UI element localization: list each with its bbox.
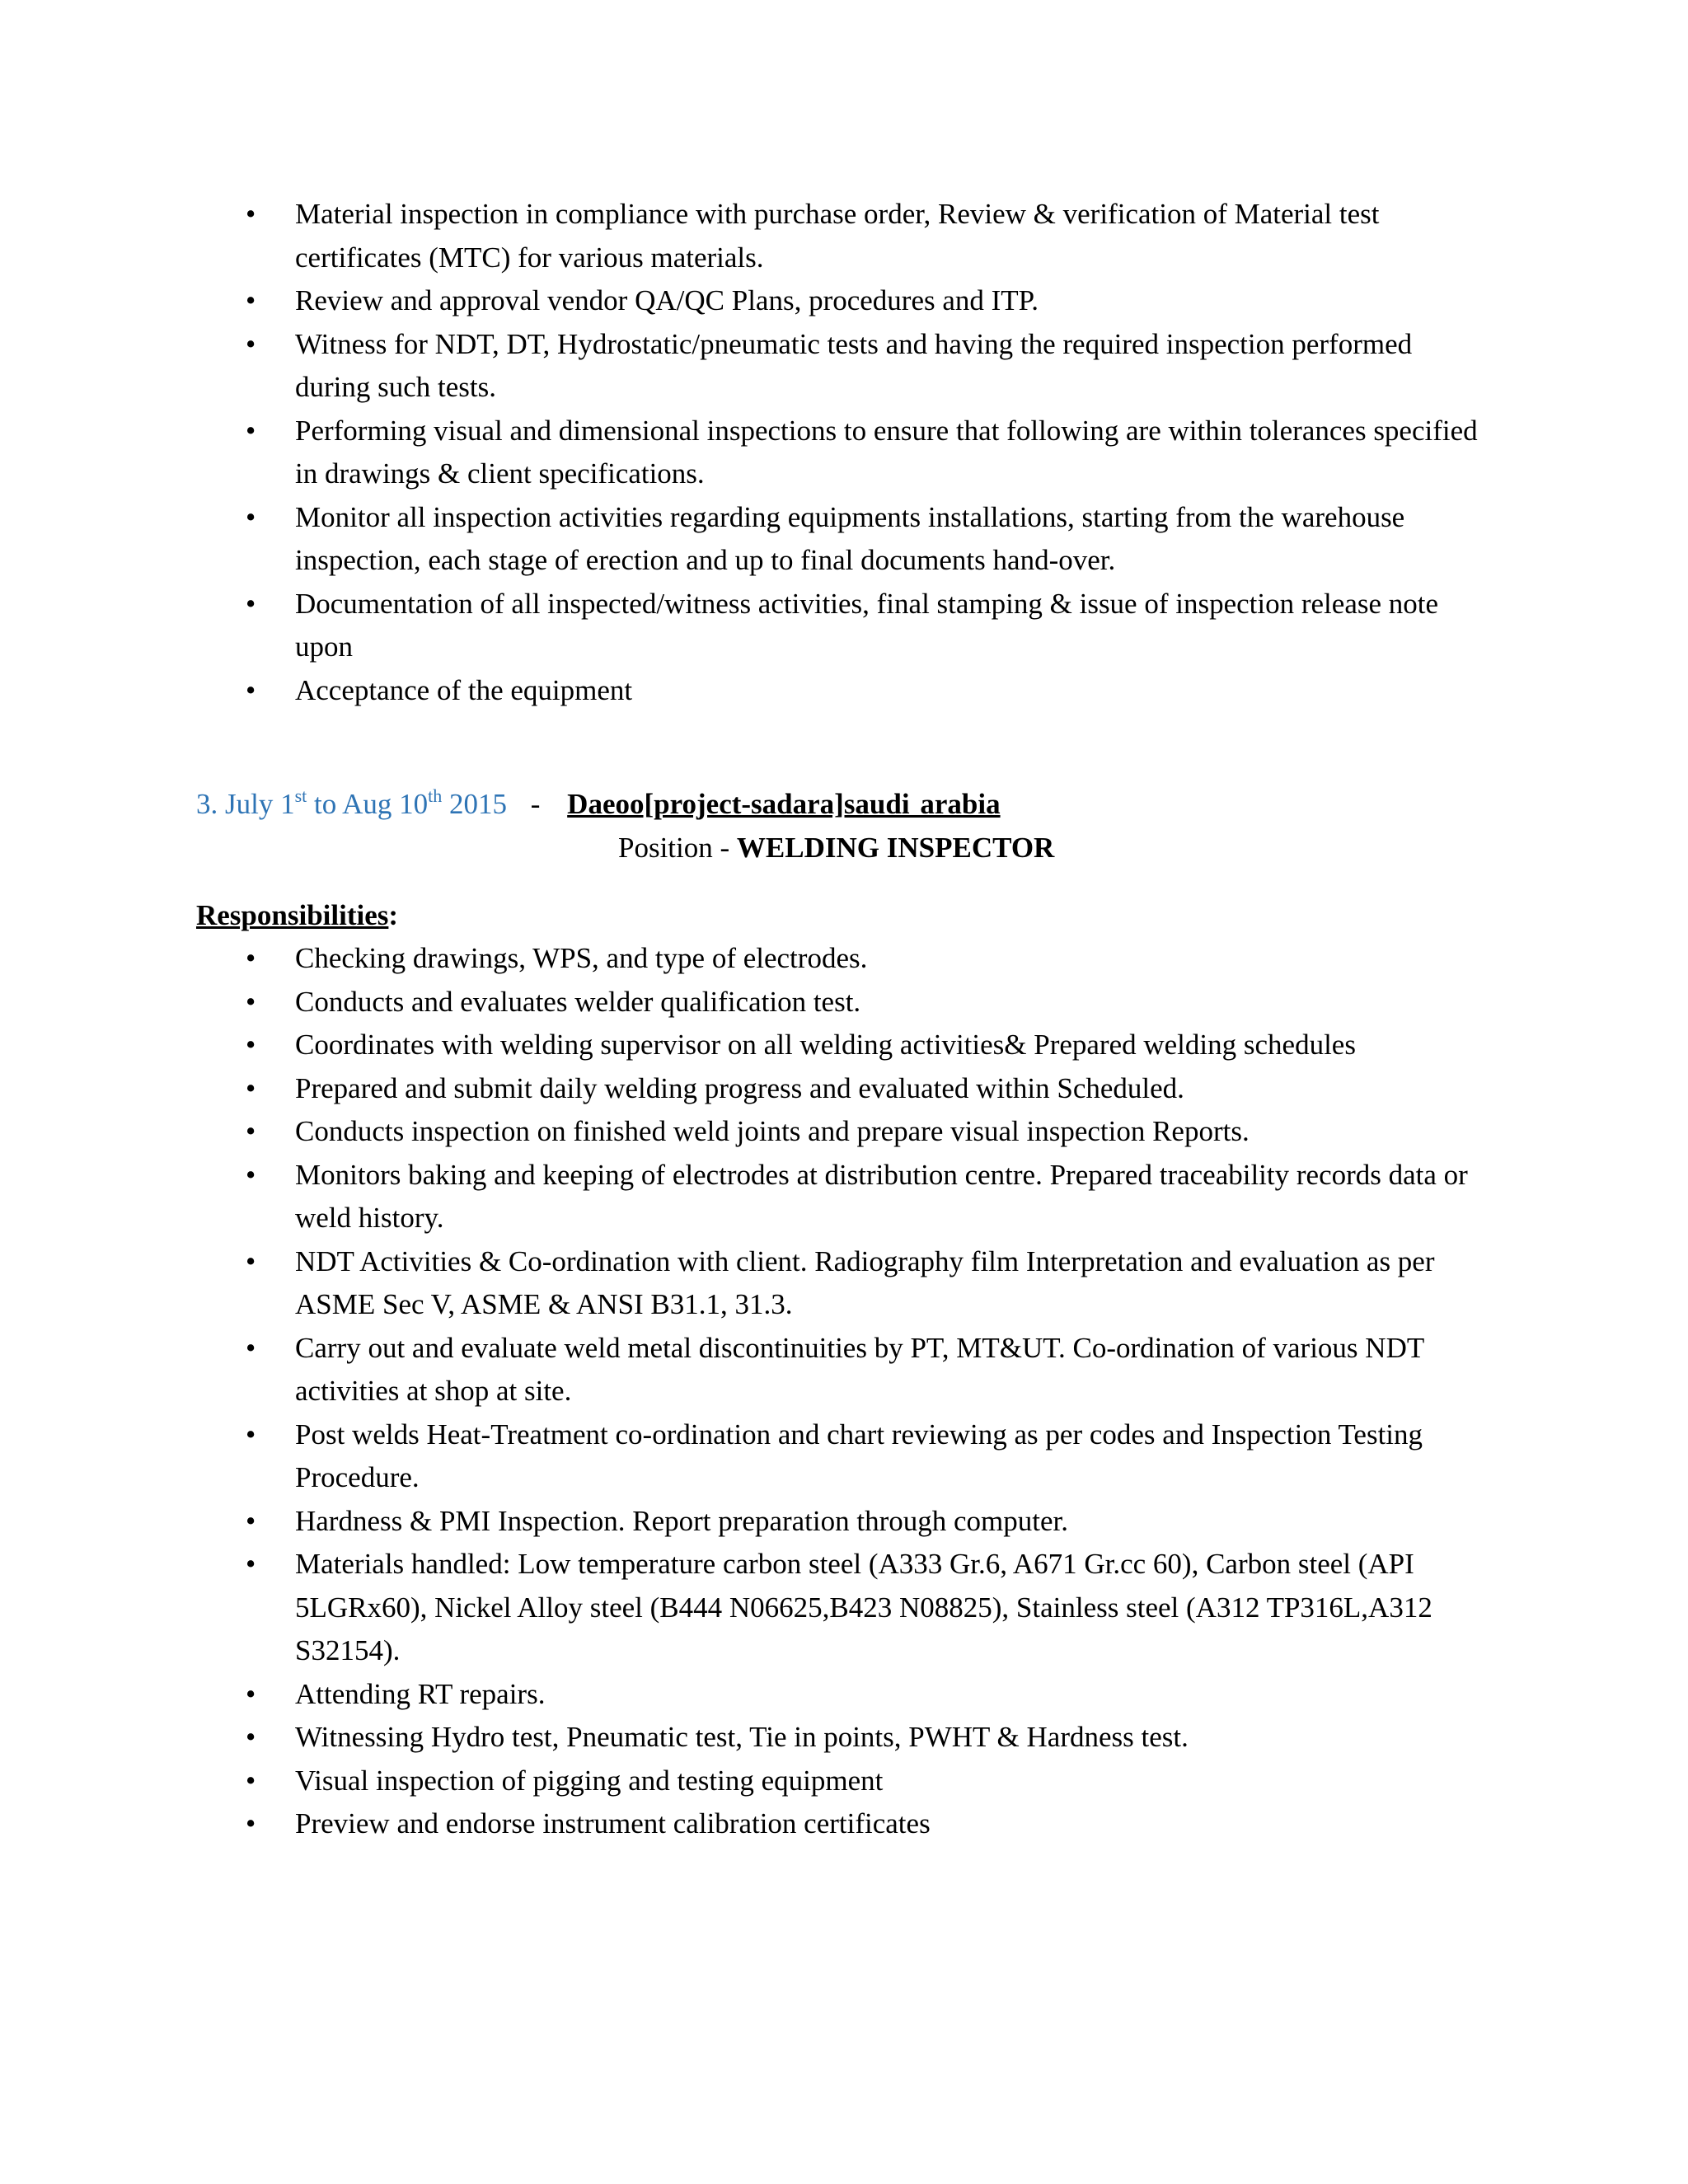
end-day-suffix: th: [428, 785, 443, 806]
bullet-icon: •: [246, 327, 256, 360]
date-to: to: [314, 788, 337, 820]
list-item: [196, 1760, 1482, 1803]
bullet-text: Review and approval vendor QA/QC Plans, procedures and ITP.: [295, 284, 1039, 316]
bullet-icon: •: [246, 1331, 256, 1364]
list-item: [196, 1240, 1482, 1327]
bullet-icon: •: [246, 673, 256, 706]
list-item: [196, 1716, 1482, 1760]
list-item: [196, 981, 1482, 1024]
list-item: [196, 1067, 1482, 1111]
list-item: [196, 1154, 1482, 1240]
end-month: Aug: [342, 788, 392, 820]
bullet-icon: •: [246, 414, 256, 447]
bullet-icon: •: [246, 985, 256, 1018]
job-number: 3.: [196, 788, 218, 820]
bullet-icon: •: [246, 1158, 256, 1191]
responsibilities-list: [196, 937, 1482, 1846]
list-item: [196, 1802, 1482, 1846]
position-label: Position -: [618, 832, 730, 864]
job-separator: -: [530, 788, 541, 820]
bullet-icon: •: [246, 500, 256, 533]
bullet-text: Performing visual and dimensional inspections to ensure that following are within tolerances specified in drawings & client specifications.: [295, 414, 1478, 490]
bullet-icon: •: [246, 1244, 256, 1277]
job-year: 2015: [449, 788, 508, 820]
list-item: [196, 410, 1482, 496]
bullet-icon: •: [246, 1504, 256, 1537]
bullet-text: Carry out and evaluate weld metal discontinuities by PT, MT&UT. Co-ordination of various NDT activities at shop at site.: [295, 1331, 1424, 1407]
bullet-icon: •: [246, 942, 256, 974]
bullet-text: Post welds Heat-Treatment co-ordination and chart reviewing as per codes and Inspection Testing Procedure.: [295, 1418, 1423, 1493]
start-day-suffix: st: [294, 785, 307, 806]
bullet-icon: •: [246, 1071, 256, 1104]
responsibilities-heading: [196, 894, 398, 937]
bullet-icon: •: [246, 284, 256, 316]
bullet-icon: •: [246, 198, 256, 230]
position-line: [618, 827, 1054, 869]
list-item: [196, 193, 1482, 279]
start-month: July: [225, 788, 274, 820]
bullet-icon: •: [246, 1418, 256, 1451]
bullet-text: Documentation of all inspected/witness activities, final stamping & issue of inspection release note upon: [295, 587, 1439, 663]
bullet-icon: •: [246, 1764, 256, 1797]
bullet-text: Acceptance of the equipment: [295, 673, 633, 706]
bullet-icon: •: [246, 1721, 256, 1753]
start-day: 1: [280, 788, 295, 820]
bullet-text: Preview and endorse instrument calibration certificates: [295, 1807, 931, 1840]
list-item: [196, 669, 1482, 713]
list-item: [196, 1543, 1482, 1673]
list-item: [196, 1413, 1482, 1500]
bullet-text: Conducts and evaluates welder qualification test.: [295, 985, 861, 1018]
bullet-text: Materials handled: Low temperature carbon steel (A333 Gr.6, A671 Gr.cc 60), Carbon steel (API 5LGRx60), Nickel Alloy steel (B444 N06625,B423 N08825), Stainless steel (A312 TP316L,A312 S32154).: [295, 1548, 1432, 1666]
bullet-text: Checking drawings, WPS, and type of electrodes.: [295, 942, 868, 974]
list-item: [196, 323, 1482, 410]
responsibilities-colon: :: [388, 899, 399, 931]
bullet-text: Conducts inspection on finished weld joints and prepare visual inspection Reports.: [295, 1115, 1250, 1147]
bullet-icon: •: [246, 1677, 256, 1710]
job-date-range: [196, 785, 514, 820]
bullet-text: Hardness & PMI Inspection. Report preparation through computer.: [295, 1504, 1068, 1537]
list-item: [196, 937, 1482, 981]
bullet-text: Monitor all inspection activities regarding equipments installations, starting from the warehouse inspection, each stage of erection and up to final documents hand-over.: [295, 500, 1405, 576]
end-day: 10: [399, 788, 429, 820]
position-title: WELDING INSPECTOR: [736, 832, 1055, 864]
bullet-text: Monitors baking and keeping of electrodes at distribution centre. Prepared traceability records data or weld history.: [295, 1158, 1468, 1234]
bullet-icon: •: [246, 1029, 256, 1061]
list-item: [196, 1110, 1482, 1154]
inspection-duties-list: [196, 193, 1482, 712]
list-item: [196, 496, 1482, 583]
company-name: Daeoo[project-sadara]saudi arabia: [567, 788, 1001, 820]
bullet-text: Attending RT repairs.: [295, 1677, 546, 1710]
bullet-icon: •: [246, 1115, 256, 1147]
list-item: [196, 1024, 1482, 1067]
list-item: [196, 1327, 1482, 1413]
bullet-text: Prepared and submit daily welding progress and evaluated within Scheduled.: [295, 1071, 1184, 1104]
bullet-text: Witness for NDT, DT, Hydrostatic/pneumatic tests and having the required inspection performed during such tests.: [295, 327, 1413, 403]
list-item: [196, 1673, 1482, 1717]
bullet-text: Witnessing Hydro test, Pneumatic test, Tie in points, PWHT & Hardness test.: [295, 1721, 1189, 1753]
list-item: [196, 1500, 1482, 1544]
job-heading: [196, 783, 1001, 826]
bullet-text: NDT Activities & Co-ordination with client. Radiography film Interpretation and evaluation as per ASME Sec V, ASME & ANSI B31.1, 31.3.: [295, 1244, 1435, 1320]
bullet-text: Material inspection in compliance with purchase order, Review & verification of Material test certificates (MTC) for various materials.: [295, 198, 1380, 274]
bullet-text: Visual inspection of pigging and testing equipment: [295, 1764, 884, 1797]
bullet-text: Coordinates with welding supervisor on all welding activities& Prepared welding schedules: [295, 1029, 1356, 1061]
list-item: [196, 279, 1482, 323]
bullet-icon: •: [246, 1807, 256, 1840]
list-item: [196, 583, 1482, 669]
responsibilities-label: Responsibilities: [196, 899, 389, 931]
bullet-icon: •: [246, 587, 256, 620]
bullet-icon: •: [246, 1548, 256, 1580]
